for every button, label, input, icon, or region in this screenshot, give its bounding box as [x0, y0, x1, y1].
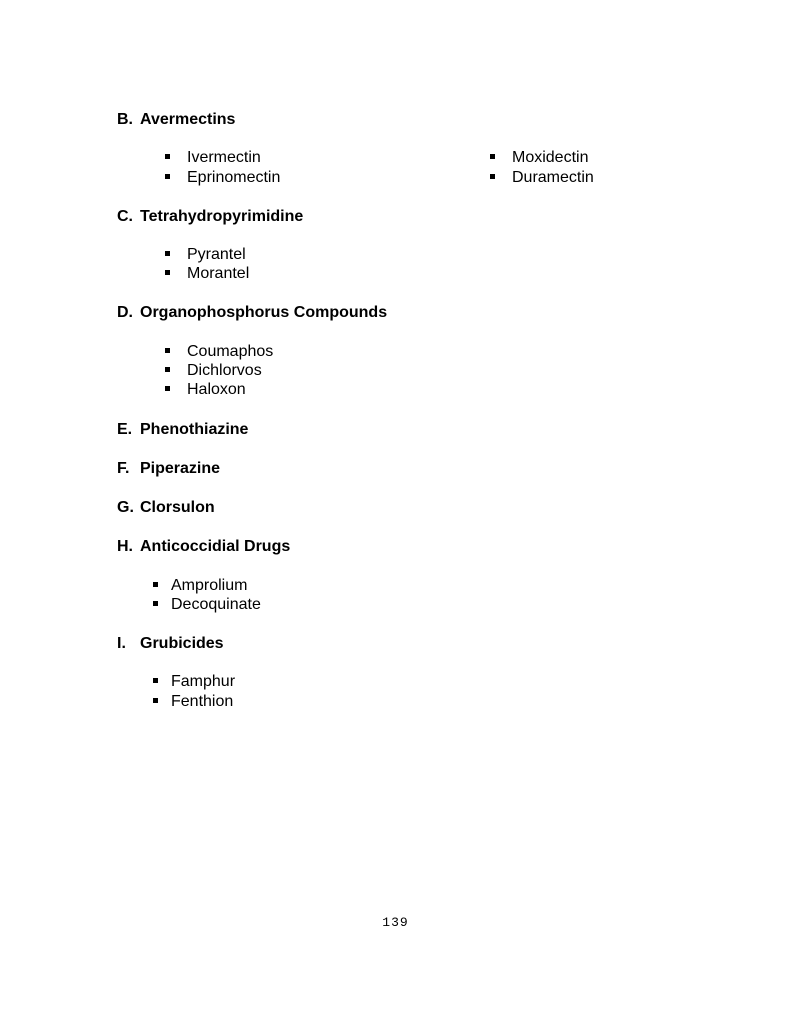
section-letter: E. [117, 421, 133, 438]
section-title: Clorsulon [140, 499, 215, 516]
square-bullet-icon [165, 174, 170, 179]
section-letter: G. [117, 499, 134, 516]
square-bullet-icon [165, 348, 170, 353]
square-bullet-icon [165, 367, 170, 372]
list-item: Eprinomectin [165, 168, 280, 187]
list-item: Fenthion [153, 692, 233, 711]
section-heading-f [117, 459, 220, 478]
list-item: Famphur [153, 672, 235, 691]
square-bullet-icon [165, 270, 170, 275]
section-heading-h [117, 537, 290, 556]
list-item: Haloxon [165, 380, 246, 399]
section-letter: C. [117, 208, 133, 225]
section-heading-c [117, 207, 303, 226]
section-title: Grubicides [140, 635, 224, 652]
section-title: Organophosphorus Compounds [140, 304, 388, 321]
square-bullet-icon [490, 174, 495, 179]
section-heading-d [117, 303, 387, 322]
section-heading-g [117, 498, 215, 517]
section-title: Phenothiazine [140, 421, 249, 438]
list-item: Dichlorvos [165, 361, 262, 380]
section-letter: I. [117, 635, 126, 652]
section-heading-b [117, 110, 235, 129]
section-title: Avermectins [140, 111, 236, 128]
square-bullet-icon [165, 386, 170, 391]
section-letter: D. [117, 304, 133, 321]
list-item: Duramectin [490, 168, 594, 187]
square-bullet-icon [153, 698, 158, 703]
section-heading-e [117, 420, 248, 439]
list-item: Morantel [165, 264, 249, 283]
page-number: 139 [382, 915, 409, 930]
section-title: Tetrahydropyrimidine [140, 208, 304, 225]
list-item: Pyrantel [165, 245, 246, 264]
section-letter: H. [117, 538, 133, 555]
section-letter: F. [117, 460, 130, 477]
list-item: Coumaphos [165, 342, 273, 361]
square-bullet-icon [490, 154, 495, 159]
square-bullet-icon [165, 154, 170, 159]
list-item: Ivermectin [165, 148, 261, 167]
list-item: Moxidectin [490, 148, 588, 167]
list-item: Amprolium [153, 576, 247, 595]
section-title: Anticoccidial Drugs [140, 538, 291, 555]
square-bullet-icon [153, 582, 158, 587]
section-letter: B. [117, 111, 133, 128]
section-title: Piperazine [140, 460, 221, 477]
list-item: Decoquinate [153, 595, 261, 614]
square-bullet-icon [153, 678, 158, 683]
square-bullet-icon [165, 251, 170, 256]
section-heading-i [117, 634, 224, 653]
square-bullet-icon [153, 601, 158, 606]
